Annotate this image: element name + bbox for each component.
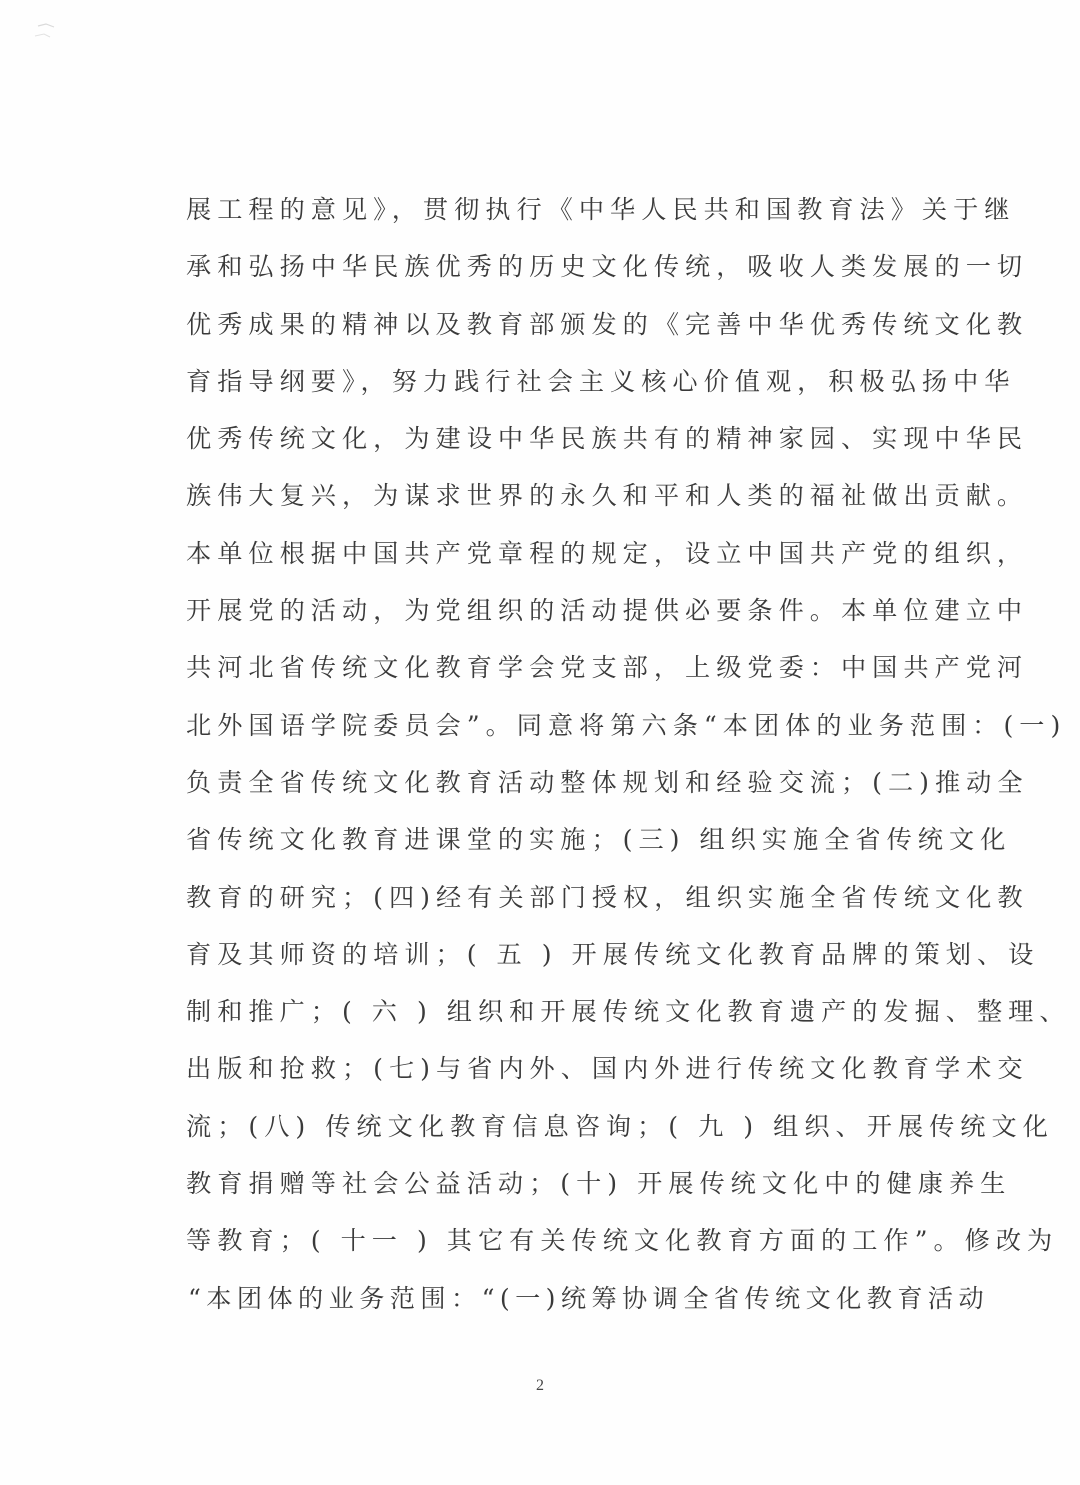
text-line: 承和弘扬中华民族优秀的历史文化传统，吸收人类发展的一切 [186,252,1029,282]
text-line: 制和推广；( 六 ) 组织和开展传统文化教育遗产的发掘、整理、 [186,997,1071,1027]
text-line: 优秀成果的精神以及教育部颁发的《完善中华优秀传统文化教 [186,309,1029,339]
text-line: 族伟大复兴，为谋求世界的永久和平和人类的福祉做出贡献。 [186,481,1029,511]
text-line: 负责全省传统文化教育活动整体规划和经验交流；(二)推动全 [186,767,1029,797]
page-number: 2 [536,1377,544,1394]
text-line: 教育的研究；(四)经有关部门授权，组织实施全省传统文化教 [186,882,1029,912]
body-text [186,187,1071,1333]
text-line: 教育捐赠等社会公益活动；(十) 开展传统文化中的健康养生 [186,1169,1012,1199]
text-line: 开展党的活动，为党组织的活动提供必要条件。本单位建立中 [186,596,1029,626]
text-line: “本团体的业务范围：“(一)统筹协调全省传统文化教育活动 [188,1283,990,1313]
text-line: 北外国语学院委员会”。同意将第六条“本团体的业务范围：(一) [186,710,1067,740]
scan-artifact-mark [32,22,60,44]
text-line: 流；(八) 传统文化教育信息咨询；( 九 ) 组织、开展传统文化 [186,1111,1054,1141]
text-line: 育及其师资的培训；( 五 ) 开展传统文化教育品牌的策划、设 [186,939,1040,969]
text-line: 省传统文化教育进课堂的实施；(三) 组织实施全省传统文化 [186,825,1012,855]
text-line: 共河北省传统文化教育学会党支部，上级党委：中国共产党河 [186,653,1029,683]
text-line: 等教育；( 十一 ) 其它有关传统文化教育方面的工作”。修改为 [186,1226,1059,1256]
text-line: 优秀传统文化，为建设中华民族共有的精神家园、实现中华民 [186,424,1029,454]
text-line: 出版和抢救；(七)与省内外、国内外进行传统文化教育学术交 [186,1054,1029,1084]
text-line: 展工程的意见》，贯彻执行《中华人民共和国教育法》关于继 [186,195,1016,224]
text-line: 本单位根据中国共产党章程的规定，设立中国共产党的组织， [186,538,1029,568]
text-line: 育指导纲要》，努力践行社会主义核心价值观，积极弘扬中华 [186,366,1016,396]
